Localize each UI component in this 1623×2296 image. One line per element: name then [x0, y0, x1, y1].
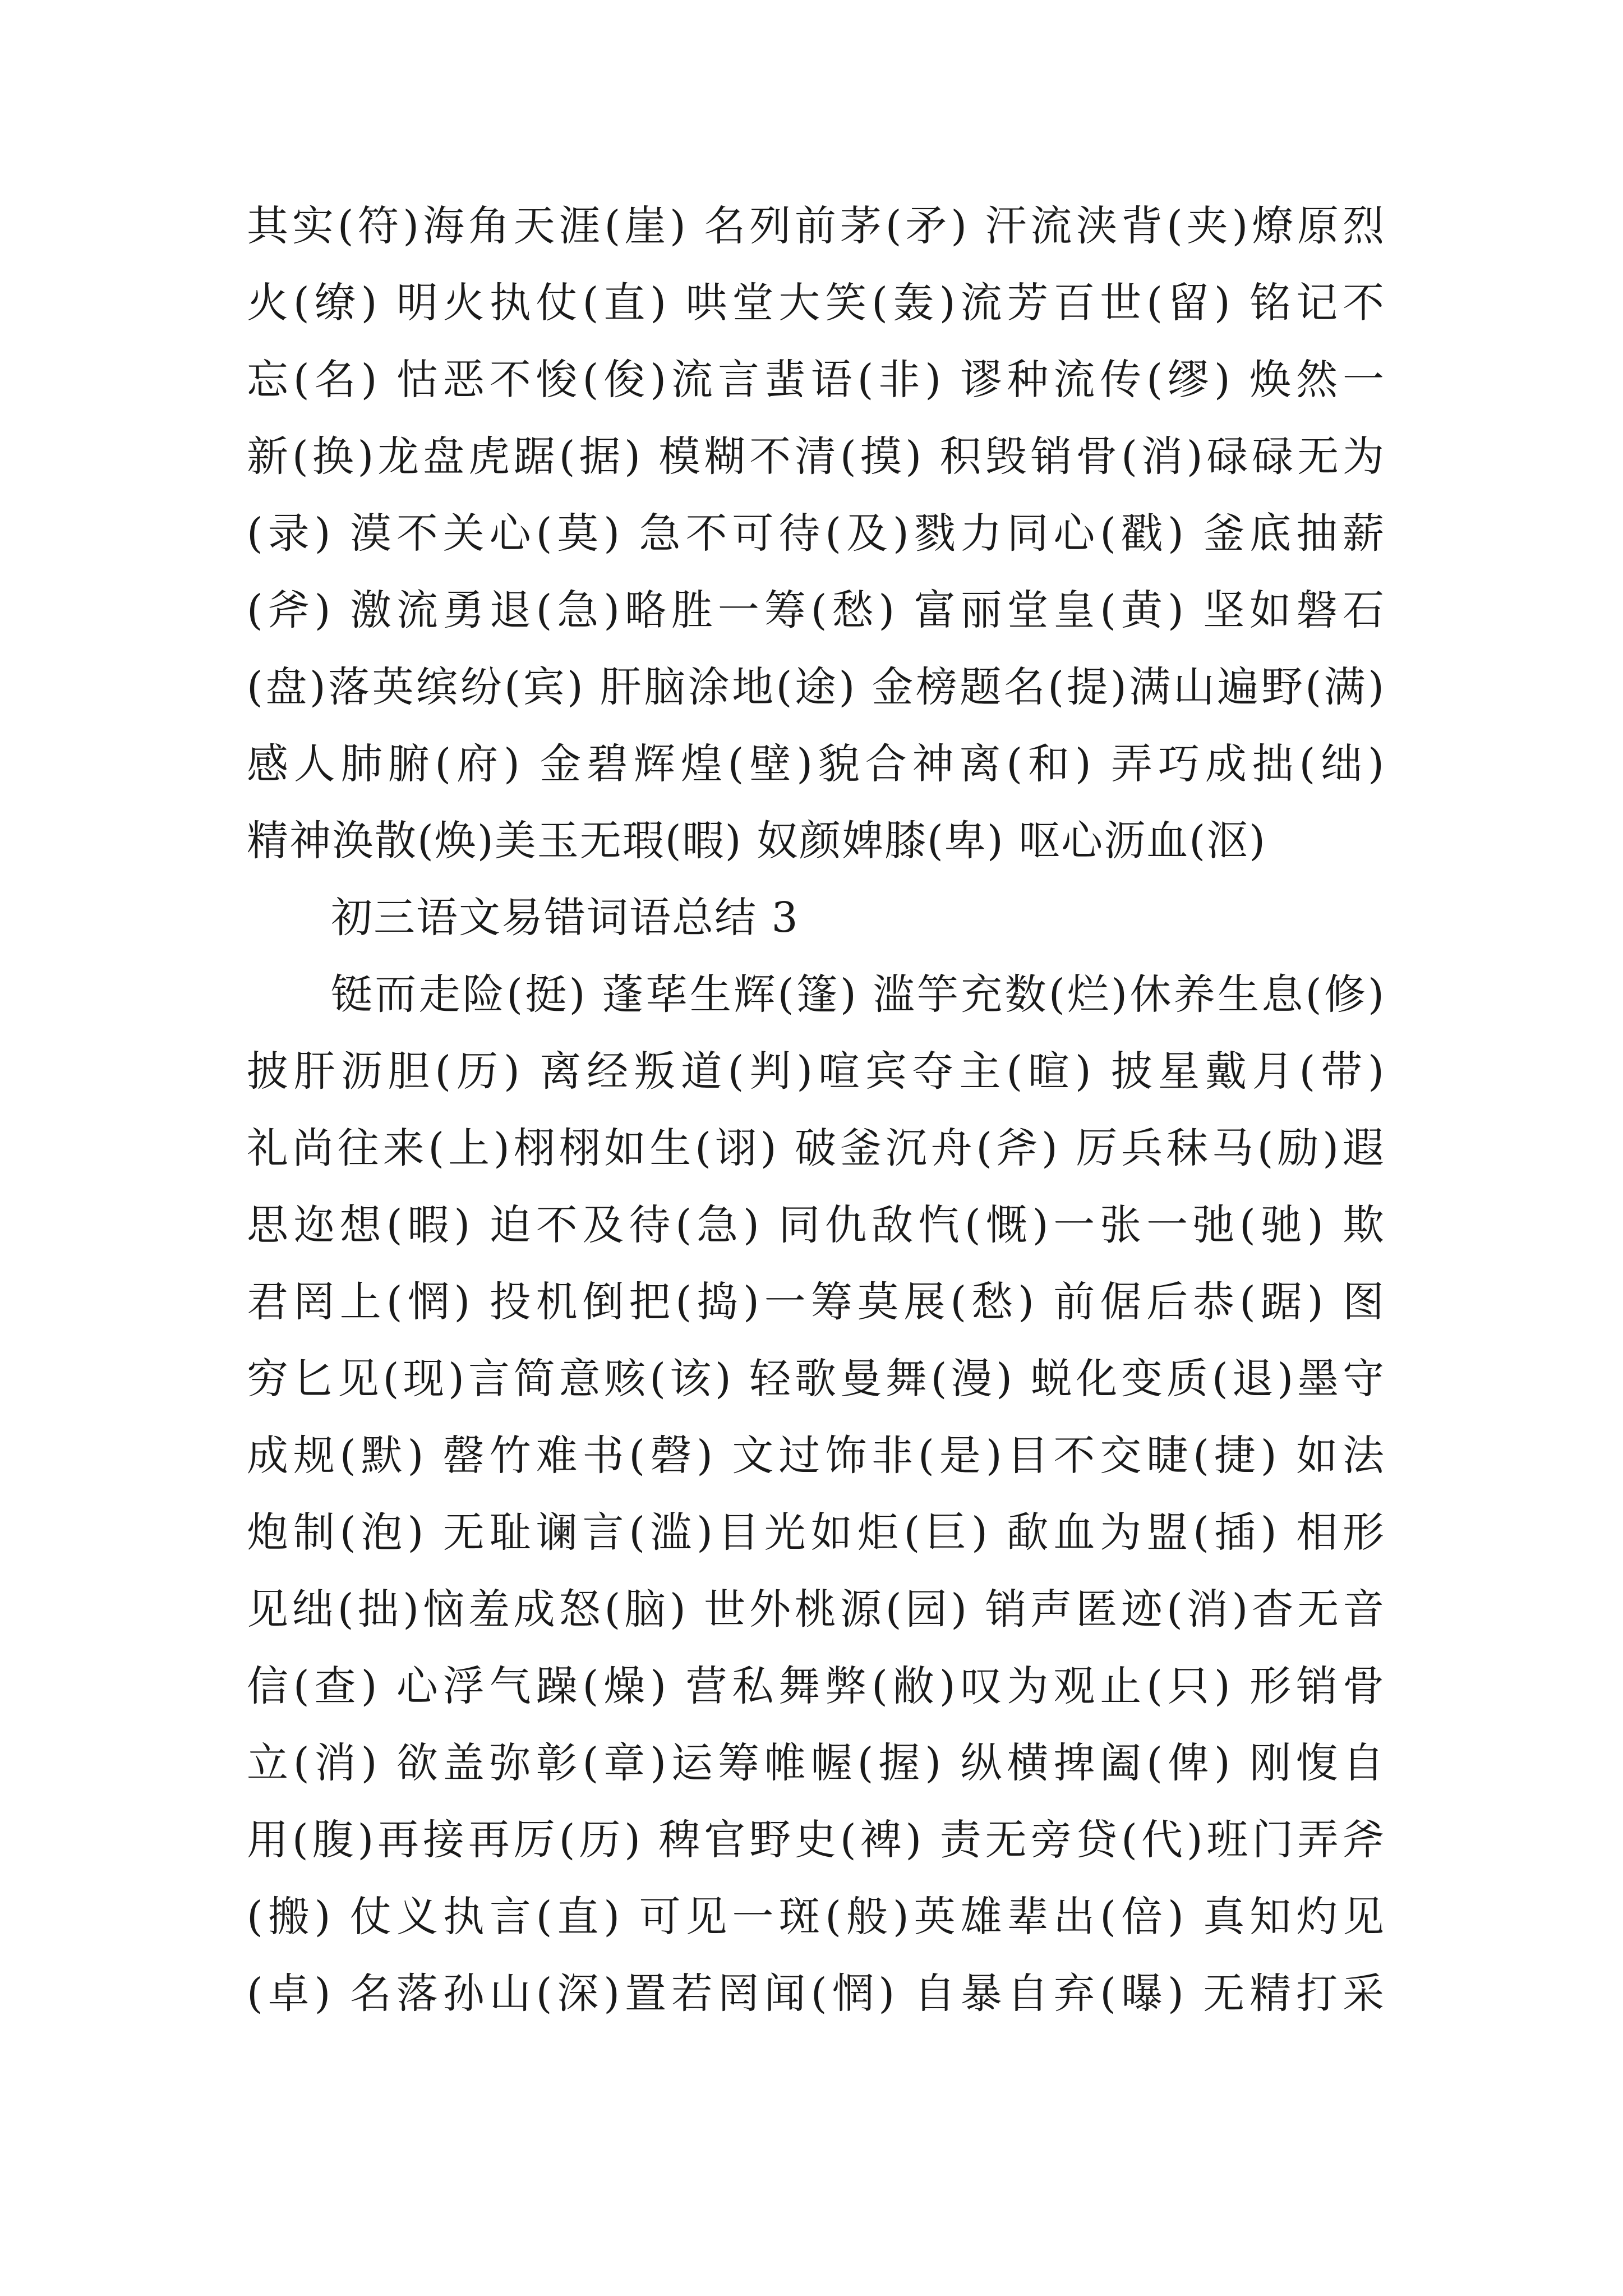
text-line: (卓) 名落孙山(深)置若罔闻(惘) 自暴自弃(曝) 无精打采 — [247, 1970, 1385, 2018]
text-line: 成规(默) 罄竹难书(磬) 文过饰非(是)目不交睫(捷) 如法 — [247, 1432, 1385, 1480]
text-line: 立(消) 欲盖弥彰(章)运筹帷幄(握) 纵横捭阖(俾) 刚愎自 — [247, 1739, 1385, 1787]
section-1-paragraph — [247, 188, 1385, 2032]
section-heading: 初三语文易错词语总结 3 — [331, 894, 799, 942]
text-line: 礼尚往来(上)栩栩如生(诩) 破釜沉舟(斧) 厉兵秣马(励)遐 — [247, 1124, 1385, 1172]
text-line: (斧) 激流勇退(急)略胜一筹(愁) 富丽堂皇(黄) 坚如磐石 — [247, 586, 1385, 634]
text-line: 铤而走险(挺) 蓬荜生辉(篷) 滥竽充数(烂)休养生息(修) — [331, 970, 1385, 1019]
text-line: 其实(符)海角天涯(崖) 名列前茅(矛) 汗流浃背(夹)燎原烈 — [247, 202, 1385, 250]
text-line: 新(换)龙盘虎踞(据) 模糊不清(摸) 积毁销骨(消)碌碌无为 — [247, 432, 1385, 481]
text-line: 火(缭) 明火执仗(直) 哄堂大笑(轰)流芳百世(留) 铭记不 — [247, 279, 1385, 327]
text-line: 见绌(拙)恼羞成怒(脑) 世外桃源(园) 销声匿迹(消)杳无音 — [247, 1585, 1385, 1634]
text-line: 精神涣散(焕)美玉无瑕(暇) 奴颜婢膝(卑) 呕心沥血(沤) — [247, 817, 1267, 865]
text-line: 穷匕见(现)言简意赅(该) 轻歌曼舞(漫) 蜕化变质(退)墨守 — [247, 1355, 1385, 1403]
text-line: (录) 漠不关心(莫) 急不可待(及)戮力同心(戳) 釜底抽薪 — [247, 509, 1385, 558]
text-line: 披肝沥胆(历) 离经叛道(判)喧宾夺主(暄) 披星戴月(带) — [247, 1047, 1385, 1096]
text-line: 炮制(泡) 无耻谰言(滥)目光如炬(巨) 歃血为盟(插) 相形 — [247, 1508, 1385, 1557]
text-line: 用(腹)再接再厉(历) 稗官野史(裨) 责无旁贷(代)班门弄斧 — [247, 1816, 1385, 1864]
text-line: 感人肺腑(府) 金碧辉煌(壁)貌合神离(和) 弄巧成拙(绌) — [247, 740, 1385, 788]
text-line: (盘)落英缤纷(宾) 肝脑涂地(途) 金榜题名(提)满山遍野(满) — [247, 663, 1385, 711]
text-line: 思迩想(暇) 迫不及待(急) 同仇敌忾(慨)一张一弛(驰) 欺 — [247, 1201, 1385, 1249]
text-line: 信(查) 心浮气躁(燥) 营私舞弊(敝)叹为观止(只) 形销骨 — [247, 1662, 1385, 1710]
text-line: (搬) 仗义执言(直) 可见一斑(般)英雄辈出(倍) 真知灼见 — [247, 1893, 1385, 1941]
text-line: 君罔上(惘) 投机倒把(捣)一筹莫展(愁) 前倨后恭(踞) 图 — [247, 1278, 1385, 1326]
text-line: 忘(名) 怙恶不悛(俊)流言蜚语(非) 谬种流传(缪) 焕然一 — [247, 356, 1385, 404]
